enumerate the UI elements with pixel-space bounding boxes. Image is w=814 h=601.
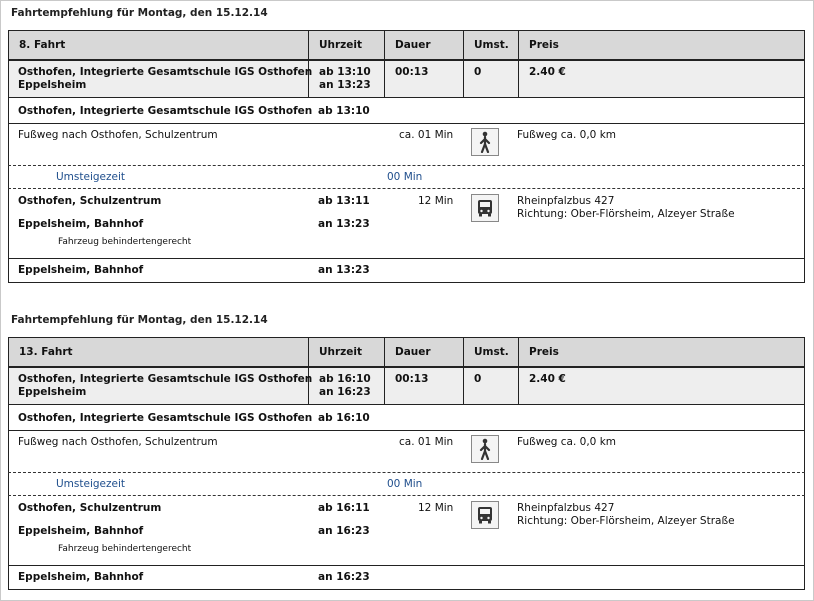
trip-heading: Fahrtempfehlung für Montag, den 15.12.14 [11,314,268,326]
transfer-label: Umsteigezeit [56,478,126,490]
walk-duration: ca. 01 Min [399,436,454,448]
walk-distance: Fußweg ca. 0,0 km [517,129,617,141]
bus-arrival: an 16:23 [318,525,370,537]
end-stop: Eppelsheim, Bahnhof [18,571,144,583]
walk-description: Fußweg nach Osthofen, Schulzentrum [18,129,218,141]
bus-destination: Eppelsheim, Bahnhof [18,525,144,537]
summary-duration: 00:13 [395,373,429,385]
summary-duration: 00:13 [395,66,429,78]
bus-origin: Osthofen, Schulzentrum [18,195,162,207]
accessibility-note: Fahrzeug behindertengerecht [58,544,192,554]
col-preis: Preis [529,346,559,358]
bus-departure: ab 16:11 [318,502,370,514]
summary-origin: Osthofen, Integrierte Gesamtschule IGS Osthofen [18,66,313,78]
walk-distance: Fußweg ca. 0,0 km [517,436,617,448]
bus-duration: 12 Min [418,502,454,514]
col-preis: Preis [529,39,559,51]
bus-direction: Richtung: Ober-Flörsheim, Alzeyer Straße [517,208,735,220]
trip-heading: Fahrtempfehlung für Montag, den 15.12.14 [11,7,268,19]
start-stop: Osthofen, Integrierte Gesamtschule IGS Osthofen [18,412,313,424]
col-umst: Umst. [474,346,509,358]
bus-icon [471,194,499,222]
trip-summary-row[interactable] [8,60,805,98]
bus-duration: 12 Min [418,195,454,207]
summary-destination: Eppelsheim [18,79,87,91]
summary-departure: ab 13:10 [319,66,371,78]
bus-departure: ab 13:11 [318,195,370,207]
transfer-time: 00 Min [387,478,423,490]
trip-summary-row[interactable] [8,367,805,405]
col-dauer: Dauer [395,39,431,51]
accessibility-note: Fahrzeug behindertengerecht [58,237,192,247]
summary-transfers: 0 [474,66,482,78]
end-time: an 13:23 [318,264,370,276]
summary-price: 2.40 € [529,373,566,385]
summary-transfers: 0 [474,373,482,385]
trip-number: 13. Fahrt [19,346,73,358]
bus-icon [471,501,499,529]
walk-description: Fußweg nach Osthofen, Schulzentrum [18,436,218,448]
pedestrian-icon [471,435,499,463]
bus-direction: Richtung: Ober-Flörsheim, Alzeyer Straße [517,515,735,527]
summary-origin: Osthofen, Integrierte Gesamtschule IGS Osthofen [18,373,313,385]
transfer-label: Umsteigezeit [56,171,126,183]
trip-number: 8. Fahrt [19,39,66,51]
summary-arrival: an 16:23 [319,386,371,398]
trip-table-header [8,30,805,60]
walk-duration: ca. 01 Min [399,129,454,141]
bus-line: Rheinpfalzbus 427 [517,502,615,514]
start-stop: Osthofen, Integrierte Gesamtschule IGS Osthofen [18,105,313,117]
end-stop: Eppelsheim, Bahnhof [18,264,144,276]
col-umst: Umst. [474,39,509,51]
end-time: an 16:23 [318,571,370,583]
pedestrian-icon [471,128,499,156]
col-uhrzeit: Uhrzeit [319,39,363,51]
start-time: ab 16:10 [318,412,370,424]
bus-arrival: an 13:23 [318,218,370,230]
transfer-time: 00 Min [387,171,423,183]
summary-departure: ab 16:10 [319,373,371,385]
trip-table-header [8,337,805,367]
bus-origin: Osthofen, Schulzentrum [18,502,162,514]
summary-arrival: an 13:23 [319,79,371,91]
summary-price: 2.40 € [529,66,566,78]
start-time: ab 13:10 [318,105,370,117]
col-uhrzeit: Uhrzeit [319,346,363,358]
col-dauer: Dauer [395,346,431,358]
summary-destination: Eppelsheim [18,386,87,398]
bus-line: Rheinpfalzbus 427 [517,195,615,207]
bus-destination: Eppelsheim, Bahnhof [18,218,144,230]
